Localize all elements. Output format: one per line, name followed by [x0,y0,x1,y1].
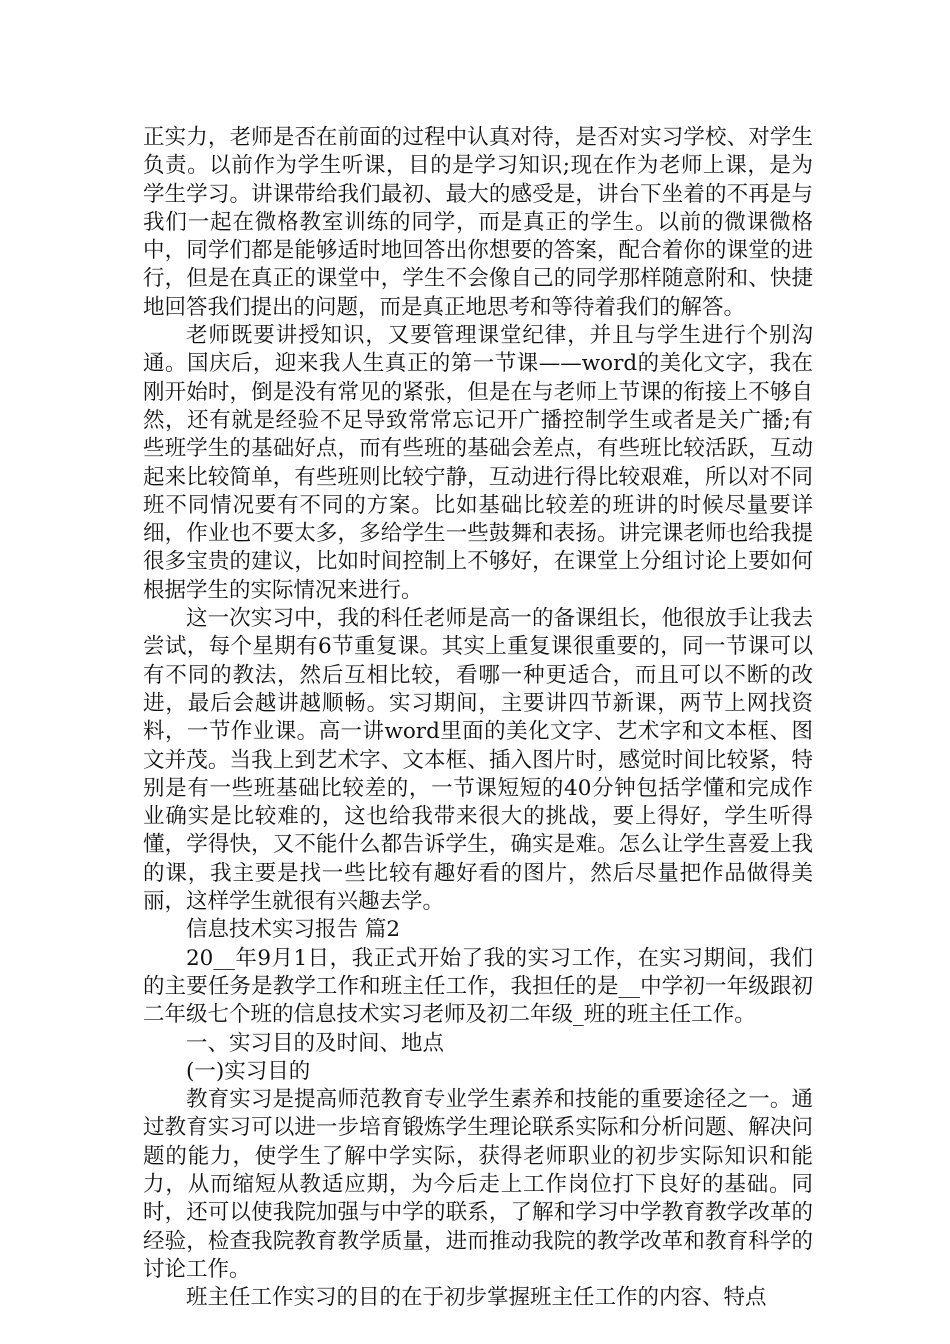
paragraph-class-teacher-purpose: 班主任工作实习的目的在于初步掌握班主任工作的内容、特点 [186,1285,767,1311]
paragraph-teaching-duties: 老师既要讲授知识，又要管理课堂纪律，并且与学生进行个别沟通。国庆后，迎来我人生真正的第一节课——word的美化文字，我在刚开始时，倒是没有常见的紧张，但是在与老师上节课的衔接上不够自然，还有就是经验不足导致常常忘记开广播控制学生或者是关广播;有些班学生的基础好点，而有些班的基础会差点，有些班比较活跃，互动起来比较简单，有些班则比较宁静，互动进行得比较艰难，所以对不同班不同情况要有不同的方案。比如基础比较差的班讲的时候尽量要详细，作业也不要太多，多给学生一些鼓舞和表扬。讲完课老师也给我提很多宝贵的建议，比如时间控制上不够好，在课堂上分组讨论上要如何根据学生的实际情况来进行。 [143,323,813,603]
subheading-purpose: (一)实习目的 [186,1058,311,1084]
paragraph-internship-start: 20__年9月1日，我正式开始了我的实习工作，在实习期间，我们的主要任务是教学工作和班主任工作，我担任的是__中学初一年级跟初二年级七个班的信息技术实习老师及初二年级_班的班主任工作。 [143,945,813,1028]
paragraph-education-internship: 教育实习是提高师范教育专业学生素养和技能的重要途径之一。通过教育实习可以进一步培育锻炼学生理论联系实际和分析问题、解决问题的能力，使学生了解中学实际，获得老师职业的初步实际知识和能力，从而缩短从教适应期，为今后走上工作岗位打下良好的基础。同时，还可以使我院加强与中学的联系，了解和学习中学教育教学改革的经验，检查我院教育教学质量，进而推动我院的教学改革和教育科学的讨论工作。 [143,1087,813,1282]
paragraph-repeat-lessons: 这一次实习中，我的科任老师是高一的备课组长，他很放手让我去尝试，每个星期有6节重复课。其实上重复课很重要的，同一节课可以有不同的教法，然后互相比较，看哪一种更适合，而且可以不断的改进，最后会越讲越顺畅。实习期间，主要讲四节新课，两节上网找资料，一节作业课。高一讲word里面的美化文字、艺术字和文本框、图文并茂。当我上到艺术字、文本框、插入图片时，感觉时间比较紧，特别是有一些班基础比较差的，一节课短短的40分钟包括学懂和完成作业确实是比较难的，这也给我带来很大的挑战，要上得好，学生听得懂，学得快，又不能什么都告诉学生，确实是难。怎么让学生喜爱上我的课，我主要是找一些比较有趣好看的图片，然后尽量把作品做得美丽，这样学生就很有兴趣去学。 [143,606,813,915]
document-page [143,124,813,1312]
section-title-report-2: 信息技术实习报告 篇2 [186,917,401,943]
heading-purpose-time-place: 一、实习目的及时间、地点 [186,1030,445,1056]
paragraph-continuation: 正实力，老师是否在前面的过程中认真对待，是否对实习学校、对学生负责。以前作为学生听课，目的是学习知识;现在作为老师上课，是为学生学习。讲课带给我们最初、最大的感受是，讲台下坐着的不再是与我们一起在微格教室训练的同学，而是真正的学生。以前的微课微格中，同学们都是能够适时地回答出你想要的答案，配合着你的课堂的进行，但是在真正的课堂中，学生不会像自己的同学那样随意附和、快捷地回答我们提出的问题，而是真正地思考和等待着我们的解答。 [143,125,813,320]
